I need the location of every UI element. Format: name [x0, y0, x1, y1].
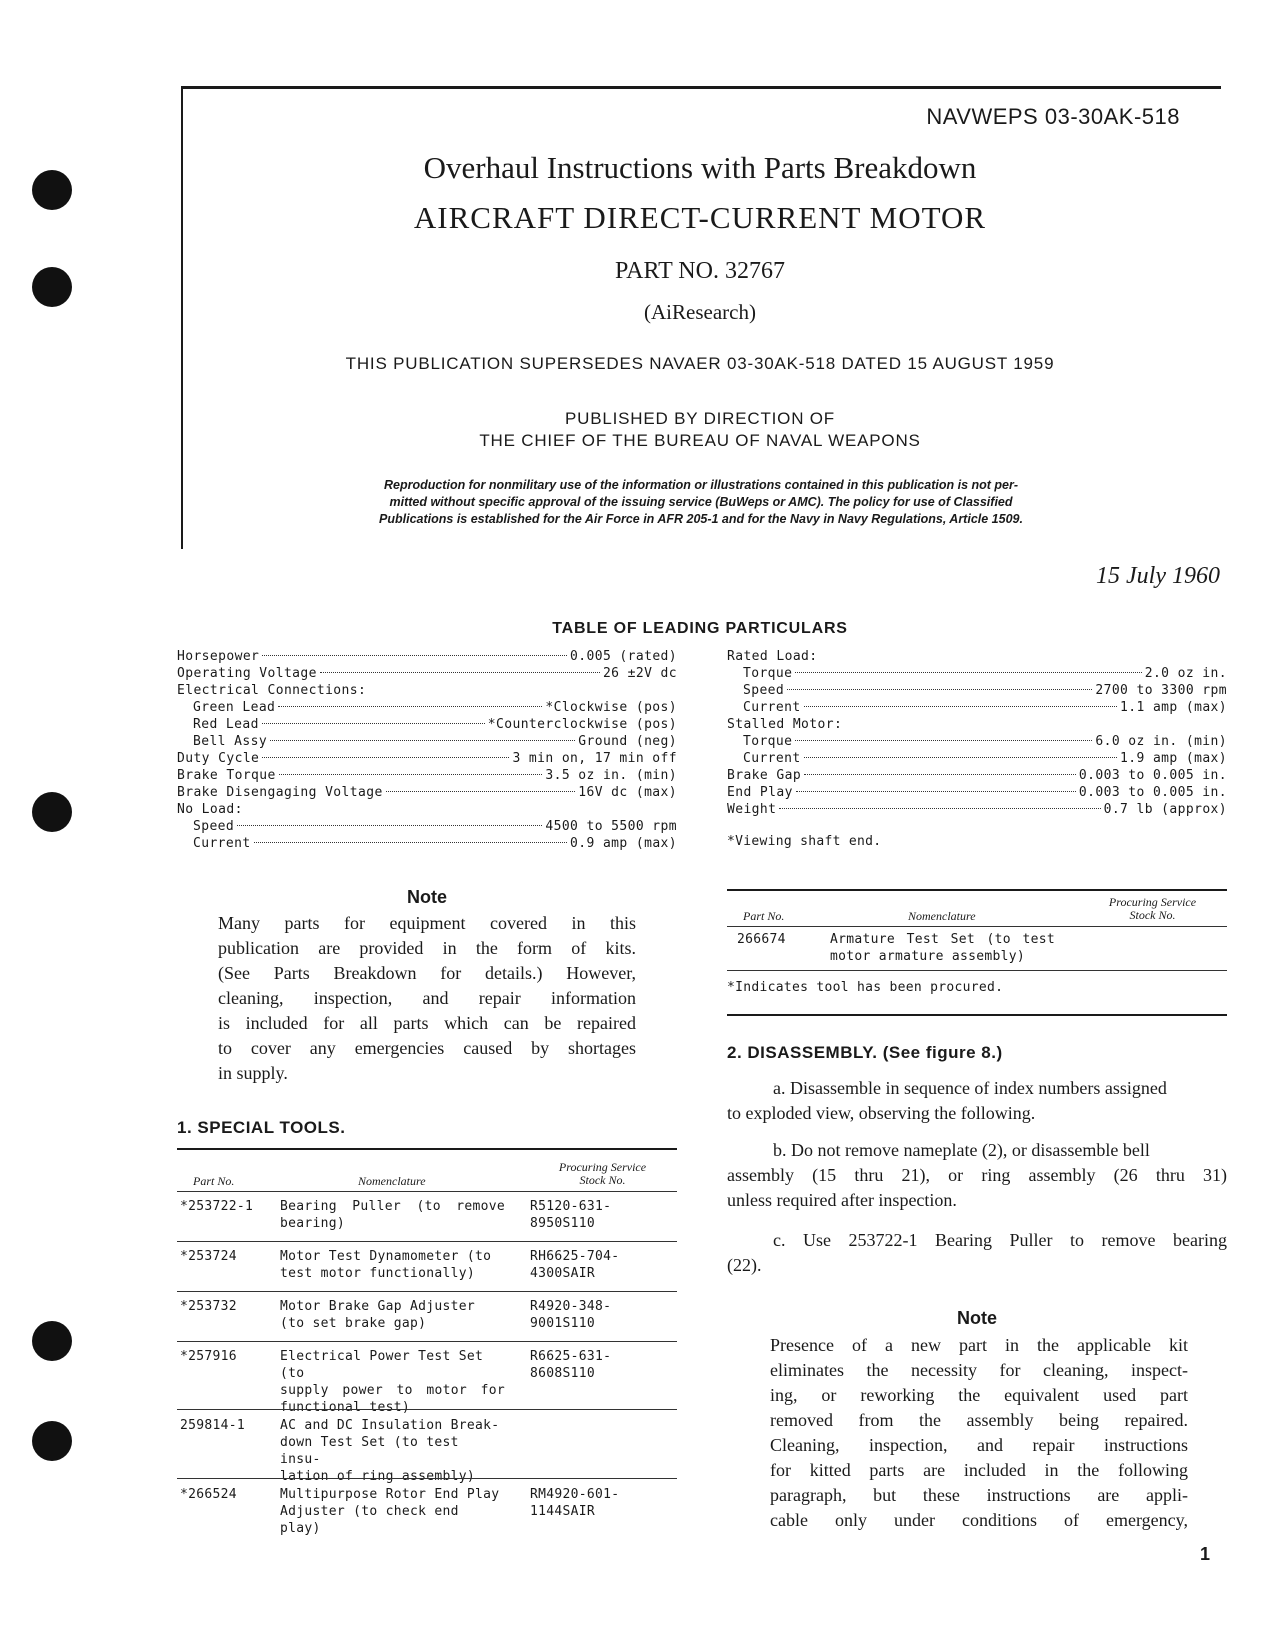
particulars-heading: TABLE OF LEADING PARTICULARS [552, 620, 848, 637]
cell-part-no: *253724 [180, 1249, 237, 1264]
particular-label: Speed [743, 683, 785, 698]
section2-heading [727, 1043, 1003, 1063]
para-line: a. Disassemble in sequence of index numbers assigned [773, 1078, 1167, 1098]
para-line: assembly (15 thru 21), or ring assembly (26 thru 31) [727, 1165, 1227, 1185]
reproduction-line: Publications is established for the Air Force in AFR 205-1 and for the Navy in Navy Regulations, Article 1509. [379, 512, 1023, 526]
particular-label: Current [743, 751, 801, 766]
col-header-nomenclature: Nomenclature [358, 1174, 426, 1188]
tools-cont-bottom-rule [727, 970, 1227, 971]
row-divider [177, 1409, 677, 1410]
cell-nomenclature [280, 1348, 505, 1416]
nom-line: (to set brake gap) [280, 1316, 427, 1331]
particular-value: 0.003 to 0.005 in. [1078, 768, 1227, 783]
note-body-right [770, 1333, 1188, 1533]
reproduction-line: mitted without specific approval of the issuing service (BuWeps or AMC). The policy for use of Classified [389, 495, 1013, 509]
particular-label: Weight [727, 802, 777, 817]
nom-line: down Test Set (to test insu- [280, 1435, 459, 1467]
nom-line: bearing) [280, 1216, 346, 1231]
tools-table-top-rule [177, 1148, 677, 1150]
cell-stock-no [530, 1486, 619, 1520]
cell-nomenclature [830, 931, 1055, 965]
cell-part-no: *266524 [180, 1487, 237, 1502]
row-divider [177, 1478, 677, 1479]
note-line: cleaning, inspection, and repair information [218, 988, 636, 1008]
particular-value: 2.0 oz in. [1144, 666, 1227, 681]
particular-value: 2700 to 3300 rpm [1095, 683, 1227, 698]
para-line: to exploded view, observing the following. [727, 1103, 1036, 1123]
binder-hole [32, 267, 72, 307]
particular-row [177, 784, 677, 801]
stock-line: 8608S110 [530, 1366, 596, 1381]
particular-value: Ground (neg) [578, 734, 677, 749]
particular-label: Speed [193, 819, 235, 834]
particulars-left [177, 648, 677, 852]
stock-line: R5120-631- [530, 1199, 612, 1214]
published-by-line2: THE CHIEF OF THE BUREAU OF NAVAL WEAPONS [479, 431, 921, 450]
particular-value: *Counterclockwise (pos) [487, 717, 677, 732]
particular-value: 0.7 lb (approx) [1103, 802, 1227, 817]
particular-row [177, 835, 677, 852]
particular-value: *Clockwise (pos) [545, 700, 677, 715]
cell-part-no: *257916 [180, 1349, 237, 1364]
particulars-right [727, 648, 1227, 818]
tools-cont-header-rule [727, 926, 1227, 927]
nom-line: Electrical Power Test Set (to [280, 1349, 484, 1381]
cell-stock-no [530, 1298, 611, 1332]
col-header-stock-line1: Procuring Service [558, 1160, 647, 1174]
binder-hole [32, 1421, 72, 1461]
particular-row [177, 665, 677, 682]
nom-line: Motor Brake Gap Adjuster [280, 1299, 476, 1314]
publication-date: 15 July 1960 [1096, 563, 1220, 589]
manufacturer: (AiResearch) [644, 300, 756, 324]
row-divider [177, 1341, 677, 1342]
reproduction-notice [301, 477, 1101, 528]
title-line2: AIRCRAFT DIRECT-CURRENT MOTOR [413, 200, 987, 235]
note-body-left [218, 911, 636, 1086]
stock-line: RH6625-704- [530, 1249, 620, 1264]
cell-nomenclature [280, 1248, 505, 1282]
binder-hole [32, 1321, 72, 1361]
particular-row [177, 699, 677, 716]
particular-value: 0.005 (rated) [570, 649, 677, 664]
particular-group-label: No Load: [177, 802, 243, 817]
particular-label: Brake Disengaging Voltage [177, 785, 383, 800]
particular-group-label: Rated Load: [727, 649, 818, 664]
particular-row [727, 665, 1227, 682]
particulars-footnote: *Viewing shaft end. [727, 834, 882, 849]
para-line: b. Do not remove nameplate (2), or disassemble bell [773, 1140, 1150, 1160]
row-divider [177, 1291, 677, 1292]
particular-label: Red Lead [193, 717, 259, 732]
note-line: Cleaning, inspection, and repair instructions [770, 1435, 1188, 1455]
particular-row [177, 716, 677, 733]
nom-line: motor armature assembly) [830, 949, 1026, 964]
section2-figure-ref: (See figure 8.) [882, 1043, 1003, 1062]
cell-part-no: 266674 [737, 932, 786, 947]
note-line: for kitted parts are included in the following [770, 1460, 1188, 1480]
particular-label: Bell Assy [193, 734, 268, 749]
particular-value: 16V dc (max) [578, 785, 677, 800]
reproduction-line: Reproduction for nonmilitary use of the information or illustrations contained in this publication is not per- [383, 478, 1019, 492]
nom-line: Bearing Puller (to remove [280, 1199, 505, 1214]
cell-part-no: *253722-1 [180, 1199, 254, 1214]
particular-row [177, 767, 677, 784]
stock-line: 8950S110 [530, 1216, 596, 1231]
page-number: 1 [1200, 1544, 1211, 1564]
nom-line: lation of ring assembly) [280, 1469, 476, 1484]
particular-row [727, 750, 1227, 767]
particular-label: Current [743, 700, 801, 715]
nom-line: functional test) [280, 1400, 411, 1415]
nom-line: test motor functionally) [280, 1266, 476, 1281]
published-by-line1: PUBLISHED BY DIRECTION OF [564, 409, 835, 428]
note-line: ing, or reworking the equivalent used part [770, 1385, 1188, 1405]
particular-label: Torque [743, 666, 793, 681]
section1-heading: 1. SPECIAL TOOLS. [177, 1118, 346, 1137]
particular-value: 26 ±2V dc [602, 666, 677, 681]
particular-row [177, 648, 677, 665]
note-heading-left: Note [407, 887, 447, 907]
note-line: cable only under conditions of emergency, [770, 1510, 1188, 1530]
particular-row [177, 818, 677, 835]
para-line: (22). [727, 1255, 762, 1275]
particular-label: Brake Gap [727, 768, 802, 783]
cell-nomenclature [280, 1486, 505, 1537]
nom-line: Multipurpose Rotor End Play [280, 1487, 500, 1502]
particular-value: 1.1 amp (max) [1120, 700, 1227, 715]
particular-row [727, 801, 1227, 818]
particular-label: End Play [727, 785, 793, 800]
note-heading-right: Note [957, 1308, 997, 1328]
para-line: c. Use 253722-1 Bearing Puller to remove bearing [773, 1230, 1227, 1250]
part-number: PART NO. 32767 [615, 258, 785, 284]
tools-cont-top-rule [727, 889, 1227, 891]
col-header-part-no: Part No. [743, 909, 785, 923]
col-header-stock-line1: Procuring Service [1108, 895, 1197, 909]
stock-line: RM4920-601- [530, 1487, 620, 1502]
note-line: publication are provided in the form of kits. [218, 938, 636, 958]
para-a [727, 1076, 1227, 1126]
stock-line: 1144SAIR [530, 1504, 596, 1519]
para-b [727, 1138, 1227, 1213]
particular-label: Brake Torque [177, 768, 276, 783]
particular-value: 3.5 oz in. (min) [545, 768, 677, 783]
note-line: eliminates the necessity for cleaning, inspect- [770, 1360, 1188, 1380]
nom-line: AC and DC Insulation Break- [280, 1418, 500, 1433]
tools-footnote: *Indicates tool has been procured. [727, 980, 1004, 995]
binder-hole [32, 170, 72, 210]
particular-row [727, 699, 1227, 716]
cell-stock-no [530, 1198, 611, 1232]
particular-row [727, 682, 1227, 699]
particular-value: 0.9 amp (max) [570, 836, 677, 851]
stock-line: 4300SAIR [530, 1266, 596, 1281]
particular-value: 6.0 oz in. (min) [1095, 734, 1227, 749]
note-line: paragraph, but these instructions are appli- [770, 1485, 1188, 1505]
cell-nomenclature [280, 1298, 505, 1332]
particular-row [177, 750, 677, 767]
col-header-nomenclature: Nomenclature [908, 909, 976, 923]
particular-label: Duty Cycle [177, 751, 260, 766]
cell-part-no: 259814-1 [180, 1418, 246, 1433]
particular-row [177, 733, 677, 750]
note-line: removed from the assembly being repaired. [770, 1410, 1188, 1430]
tools-table-header-rule [177, 1191, 677, 1192]
binder-hole [32, 792, 72, 832]
para-line: unless required after inspection. [727, 1190, 957, 1210]
note-line: (See Parts Breakdown for details.) However, [218, 963, 636, 983]
particular-label: Current [193, 836, 251, 851]
nom-line: Adjuster (to check end play) [280, 1504, 459, 1536]
particular-row [727, 767, 1227, 784]
doc-number: NAVWEPS 03-30AK-518 [926, 104, 1180, 129]
particular-group-label: Stalled Motor: [727, 717, 843, 732]
col-header-stock-line2: Stock No. [1129, 908, 1176, 922]
particular-group-label: Electrical Connections: [177, 683, 367, 698]
title-line1: Overhaul Instructions with Parts Breakdown [423, 150, 977, 185]
stock-line: 9001S110 [530, 1316, 596, 1331]
col-header-stock-line2: Stock No. [579, 1173, 626, 1187]
row-divider [177, 1241, 677, 1242]
particular-value: 0.003 to 0.005 in. [1078, 785, 1227, 800]
particular-label: Green Lead [193, 700, 276, 715]
note-line: Many parts for equipment covered in this [218, 913, 636, 933]
particular-label: Torque [743, 734, 793, 749]
particular-value: 4500 to 5500 rpm [545, 819, 677, 834]
cell-nomenclature [280, 1417, 505, 1485]
particular-value: 1.9 amp (max) [1120, 751, 1227, 766]
particular-label: Horsepower [177, 649, 260, 664]
supersedes-notice: THIS PUBLICATION SUPERSEDES NAVAER 03-30AK-518 DATED 15 AUGUST 1959 [345, 354, 1055, 373]
particular-value: 3 min on, 17 min off [512, 751, 677, 766]
cell-part-no: *253732 [180, 1299, 237, 1314]
nom-line: supply power to motor for [280, 1383, 505, 1398]
stock-line: R4920-348- [530, 1299, 612, 1314]
section2-title: 2. DISASSEMBLY. [727, 1043, 878, 1062]
nom-line: Motor Test Dynamometer (to [280, 1249, 492, 1264]
particular-row [727, 784, 1227, 801]
col-header-part-no: Part No. [193, 1174, 235, 1188]
nom-line: Armature Test Set (to test [830, 932, 1055, 947]
particular-row [727, 733, 1227, 750]
note-line: Presence of a new part in the applicable kit [770, 1335, 1188, 1355]
particular-label: Operating Voltage [177, 666, 317, 681]
cell-stock-no [530, 1248, 619, 1282]
para-c [727, 1228, 1227, 1278]
note-line: to cover any emergencies caused by shortages [218, 1038, 636, 1058]
cell-nomenclature [280, 1198, 505, 1232]
note-line: in supply. [218, 1063, 288, 1083]
stock-line: R6625-631- [530, 1349, 612, 1364]
note-line: is included for all parts which can be repaired [218, 1013, 636, 1033]
tools-footnote-rule [727, 1014, 1227, 1016]
cell-stock-no [530, 1348, 611, 1382]
